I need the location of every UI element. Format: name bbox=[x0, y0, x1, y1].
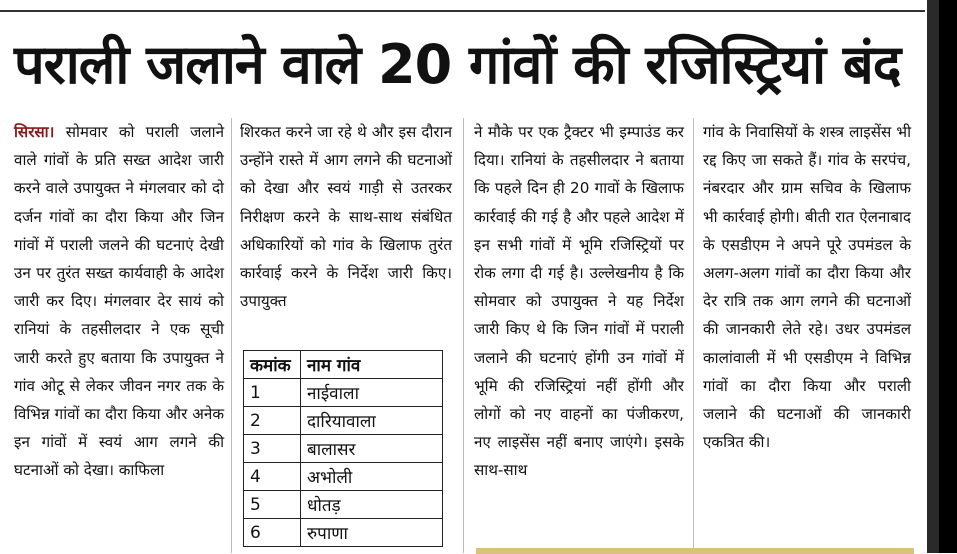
bottom-rule bbox=[476, 548, 914, 554]
article-column-2 bbox=[240, 118, 452, 315]
village-name: धोतड़ bbox=[301, 491, 443, 519]
table-header-row bbox=[244, 351, 443, 379]
village-table bbox=[243, 350, 443, 547]
top-border bbox=[0, 0, 925, 12]
row-number: 4 bbox=[244, 463, 301, 491]
column-divider bbox=[693, 118, 694, 553]
village-name: बालासर bbox=[301, 435, 443, 463]
column-3-text: ने मौके पर एक ट्रैक्टर भी इम्पाउंड कर दिया। रानियां के तहसीलदार ने बताया कि पहले दिन ही 20 गावों के खिलाफ कार्रवाई की गई है और पहले आदेश में इन सभी गांवों में भूमि रजिस्ट्रियों पर रोक लगा दी गई है। उल्लेखनीय है कि सोमवार को उपायुक्त ने यह निर्देश जारी किए थे कि जिन गांवों में पराली जलाने की घटनाएं होंगी उन गांवों में भूमि की रजिस्ट्रियां नहीं होंगी और लोगों को नए वाहनों का पंजीकरण, नए लाइसेंस नहीं बनाए जाएंगे। इसके साथ-साथ bbox=[474, 123, 684, 480]
table-row bbox=[244, 491, 443, 519]
table-row bbox=[244, 435, 443, 463]
table-row bbox=[244, 407, 443, 435]
article-column-3 bbox=[474, 118, 684, 485]
village-name: दारियावाला bbox=[301, 407, 443, 435]
table-row bbox=[244, 463, 443, 491]
row-number: 3 bbox=[244, 435, 301, 463]
column-4-text: गांव के निवासियों के शस्त्र लाइसेंस भी रद्द किए जा सकते हैं। गांव के सरपंच, नंबरदार और ग्राम सचिव के खिलाफ भी कार्रवाई होगी। बीती रात ऐलनाबाद के एसडीएम ने अपने पूरे उपमंडल के अलग-अलग गांवों का दौरा किया और देर रात्रि तक आग लगने की घटनाओं की जानकारी लेते रहे। उधर उपमंडल कालांवाली में भी एसडीएम ने विभिन्न गांवों का दौरा किया और पराली जलाने की घटनाओं की जानकारी एकत्रित की। bbox=[703, 123, 911, 452]
row-number: 2 bbox=[244, 407, 301, 435]
table-row bbox=[244, 379, 443, 407]
column-divider bbox=[231, 118, 232, 553]
column-1-text: सोमवार को पराली जलाने वाले गांवों के प्रति सख्त आदेश जारी करने वाले उपायुक्त ने मंगलवार को दो दर्जन गांवों का दौरा किया और जिन गांवों में पराली जलने की घटनाएं देखी उन पर तुरंत सख्त कार्यवाही के आदेश जारी कर दिए। मंगलवार देर सायं को रानियां के तहसीलदार ने एक सूची जारी करते हुए बताया कि उपायुक्त ने गांव ओटू से लेकर जीवन नगर तक के विभिन्न गांवों का दौरा किया और अनेक इन गांवों में स्वयं आग लगने की घटनाओं को देखा। काफिला bbox=[14, 123, 225, 480]
header-village-name: नाम गांव bbox=[301, 351, 443, 379]
scan-edge-dark bbox=[939, 0, 957, 553]
dateline: सिरसा। bbox=[14, 123, 55, 141]
column-divider bbox=[463, 118, 464, 553]
table-row bbox=[244, 519, 443, 547]
row-number: 6 bbox=[244, 519, 301, 547]
column-2-text: शिरकत करने जा रहे थे और इस दौरान उन्होंने रास्ते में आग लगने की घटनाओं को देखा और स्वयं गाड़ी से उतरकर निरीक्षण करने के साथ-साथ संबंधित अधिकारियों को गांव के खिलाफ तुरंत कार्रवाई करने के निर्देश जारी किए। उपायुक्त bbox=[240, 123, 452, 311]
article-column-4 bbox=[703, 118, 911, 456]
article-column-1 bbox=[14, 118, 224, 485]
row-number: 1 bbox=[244, 379, 301, 407]
header-serial: कमांक bbox=[244, 351, 301, 379]
scan-edge bbox=[927, 0, 939, 553]
row-number: 5 bbox=[244, 491, 301, 519]
village-name: रुपाणा bbox=[301, 519, 443, 547]
village-name: अभोली bbox=[301, 463, 443, 491]
village-name: नाईवाला bbox=[301, 379, 443, 407]
headline: पराली जलाने वाले 20 गांवों की रजिस्ट्रियां बंद bbox=[14, 33, 901, 96]
